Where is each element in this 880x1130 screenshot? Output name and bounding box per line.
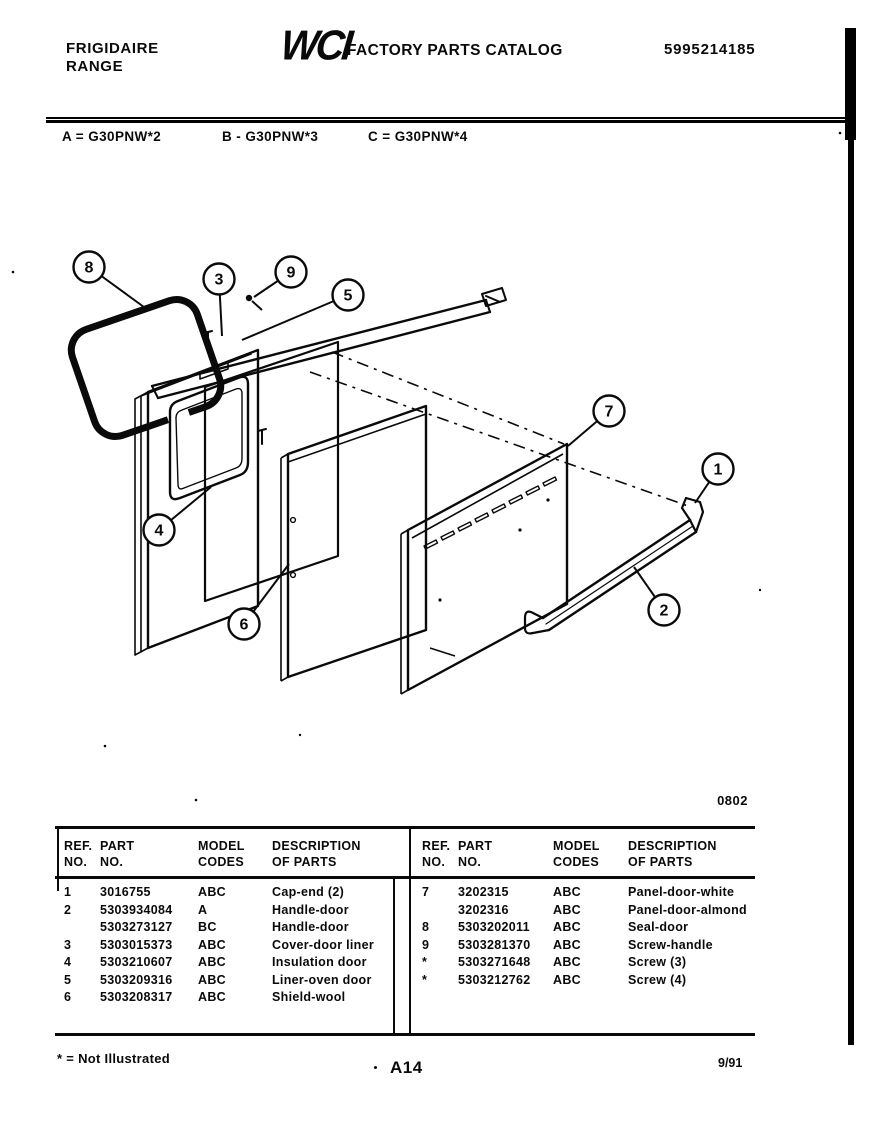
part-no-cell: 5303202011 <box>458 920 530 934</box>
description-cell: Screw (4) <box>628 972 687 987</box>
description-cell: Handle-door <box>272 920 349 934</box>
callout-8 <box>74 252 149 311</box>
description-cell: Cover-door liner <box>272 937 375 952</box>
description-cell: Screw-handle <box>628 937 713 952</box>
callout-number: 5 <box>343 287 353 305</box>
description-cell: Shield-wool <box>272 990 346 1004</box>
table-row <box>420 919 755 937</box>
table-row <box>62 989 402 1007</box>
table-row <box>420 902 755 920</box>
callout-number: 6 <box>239 616 249 634</box>
parts-table-right-header <box>420 838 755 870</box>
callout-1 <box>695 454 734 504</box>
diagram-code: 0802 <box>717 793 748 808</box>
date-code: 9/91 <box>718 1056 743 1070</box>
description-cell: Cap-end (2) <box>272 885 345 899</box>
ref-no-cell: 8 <box>422 920 430 934</box>
ref-no-cell: 7 <box>422 885 430 899</box>
footer-dot <box>374 1066 377 1069</box>
description-cell: Liner-oven door <box>272 972 372 987</box>
panel-vent-slots <box>424 477 557 549</box>
callout-layer <box>74 252 734 640</box>
part-no-cell: 5303273127 <box>100 920 173 934</box>
model-codes-cell: ABC <box>553 902 581 917</box>
callout-4 <box>144 487 212 546</box>
description-header: DESCRIPTION OF PARTS <box>272 839 361 869</box>
table-row <box>420 954 755 972</box>
model-codes-cell: BC <box>198 920 217 934</box>
door-liner-assembly-shape <box>135 288 506 655</box>
table-row <box>420 884 755 902</box>
part-no-cell: 5303281370 <box>458 937 531 952</box>
callout-number: 8 <box>84 259 94 277</box>
ref-no-cell: 2 <box>64 902 72 917</box>
model-codes-cell: ABC <box>198 955 226 969</box>
callout-3 <box>204 264 235 337</box>
model-c: C = G30PNW*4 <box>368 129 468 144</box>
part-no-cell: 5303934084 <box>100 902 173 917</box>
model-codes-cell: A <box>198 902 208 917</box>
brand-line2: RANGE <box>66 58 124 75</box>
ref-no-cell: 5 <box>64 972 72 987</box>
parts-table-left-header <box>62 838 402 870</box>
parts-table-left-rows <box>62 884 402 1007</box>
ref-no-header: REF. NO. <box>422 839 451 869</box>
callout-9 <box>254 257 307 298</box>
not-illustrated-footnote: * = Not Illustrated <box>57 1051 170 1066</box>
part-no-cell: 5303212762 <box>458 972 531 987</box>
model-codes-cell: ABC <box>553 937 581 952</box>
cap-end-shape <box>682 498 703 532</box>
wci-logo: WCI <box>278 22 353 70</box>
table-divider-vertical <box>409 826 411 1036</box>
publication-number: 5995214185 <box>664 41 756 58</box>
model-codes-cell: ABC <box>553 885 581 899</box>
callout-number: 1 <box>713 461 723 479</box>
model-a: A = G30PNW*2 <box>62 129 162 144</box>
ref-no-cell <box>420 902 458 920</box>
ref-no-cell: 6 <box>64 990 72 1004</box>
part-no-cell: 5303208317 <box>100 990 173 1004</box>
part-no-header: PART NO. <box>100 839 135 869</box>
description-header: DESCRIPTION OF PARTS <box>628 839 717 869</box>
table-row <box>420 972 755 990</box>
parts-table-right-rows <box>420 884 755 989</box>
table-left-edge <box>57 827 59 891</box>
model-codes-header: MODEL CODES <box>198 839 245 869</box>
callout-number: 9 <box>286 264 296 282</box>
model-codes-cell: ABC <box>198 972 226 987</box>
ref-no-cell: 3 <box>64 937 72 952</box>
table-rule-bottom <box>55 1033 755 1036</box>
description-cell: Panel-door-almond <box>628 902 747 917</box>
description-cell: Panel-door-white <box>628 885 735 899</box>
model-codes-header: MODEL CODES <box>553 839 600 869</box>
table-row <box>62 954 402 972</box>
callout-7 <box>568 396 625 447</box>
model-codes-cell: ABC <box>198 885 226 899</box>
table-row <box>62 884 402 902</box>
callout-number: 3 <box>214 271 224 289</box>
model-codes-cell: ABC <box>198 990 226 1004</box>
callout-number: 2 <box>659 602 669 620</box>
part-no-cell: 5303209316 <box>100 972 173 987</box>
part-no-header: PART NO. <box>458 839 493 869</box>
ref-no-cell: 9 <box>422 937 430 952</box>
description-cell: Handle-door <box>272 902 349 917</box>
model-codes-cell: ABC <box>553 920 581 934</box>
model-codes-cell: ABC <box>553 972 581 987</box>
callout-number: 7 <box>604 403 614 421</box>
parts-table-right <box>420 838 755 989</box>
brand-line1: FRIGIDAIRE <box>66 40 159 57</box>
table-row <box>62 902 402 920</box>
description-cell: Screw (3) <box>628 955 687 969</box>
part-no-cell: 3202315 <box>458 885 509 899</box>
callout-2 <box>634 567 680 626</box>
description-cell: Seal-door <box>628 920 689 934</box>
part-no-cell: 3016755 <box>100 885 151 899</box>
page-id: A14 <box>390 1058 423 1077</box>
catalog-title: FACTORY PARTS CATALOG <box>347 42 563 59</box>
ref-no-cell <box>62 919 100 937</box>
ref-no-cell: * <box>422 972 428 987</box>
screw-shape <box>246 295 262 310</box>
model-codes-cell: ABC <box>553 955 581 969</box>
scan-edge-artifact <box>845 28 856 1045</box>
part-no-cell: 3202316 <box>458 902 509 917</box>
callout-number: 4 <box>154 522 164 540</box>
table-row <box>420 937 755 955</box>
callout-5 <box>242 280 364 341</box>
ref-no-cell: 1 <box>64 885 72 899</box>
ref-no-header: REF. NO. <box>64 839 93 869</box>
part-no-cell: 5303210607 <box>100 955 173 969</box>
model-codes-cell: ABC <box>198 937 226 952</box>
shield-wool-shape <box>281 406 426 681</box>
model-b: B - G30PNW*3 <box>222 129 319 144</box>
table-rule-top <box>55 826 755 829</box>
ref-no-cell: 4 <box>64 955 72 969</box>
ref-no-cell: * <box>422 955 428 969</box>
description-cell: Insulation door <box>272 955 367 969</box>
table-row <box>62 972 402 990</box>
part-no-cell: 5303271648 <box>458 955 531 969</box>
parts-table-left <box>62 838 402 1007</box>
projection-lines <box>310 352 688 506</box>
table-row <box>62 919 402 937</box>
part-no-cell: 5303015373 <box>100 937 173 952</box>
table-row <box>62 937 402 955</box>
